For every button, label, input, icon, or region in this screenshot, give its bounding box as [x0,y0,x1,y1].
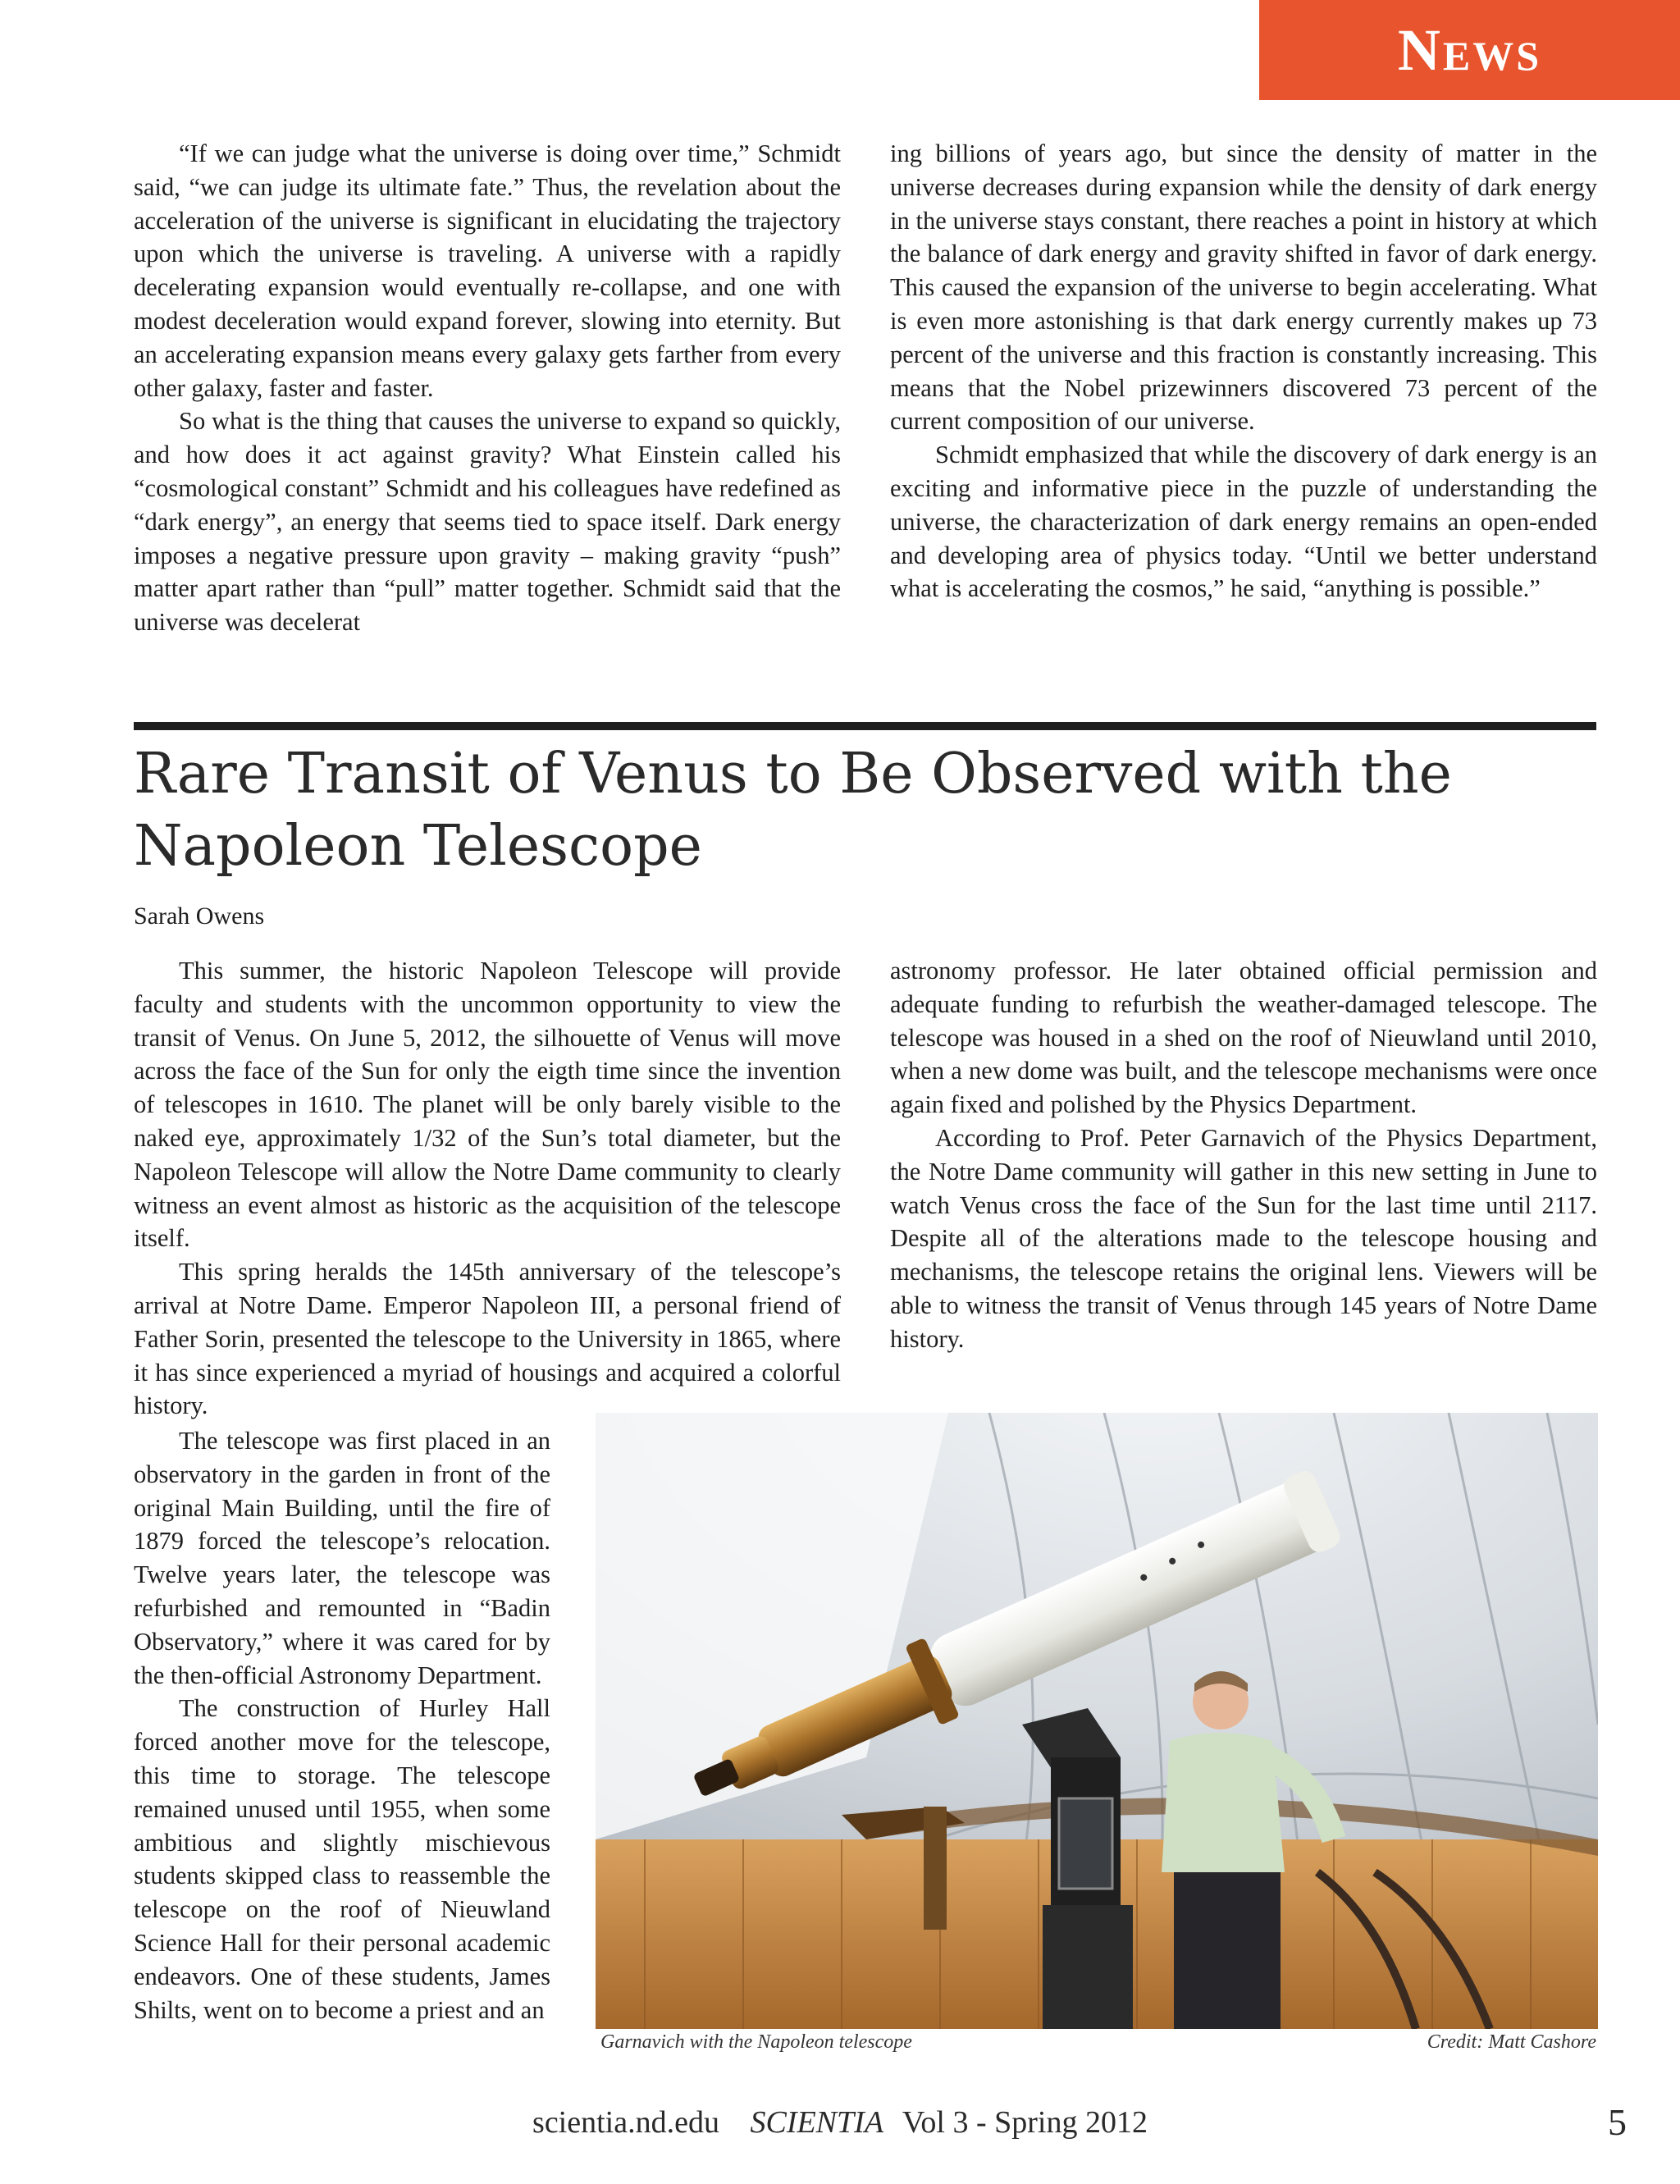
paragraph: According to Prof. Peter Garnavich of the Physics Department, the Notre Dame community will gather in this new setting in June to watch Venus cross the face of the Sun for the last time until 2117. Despite all of the alterations made to the telescope housing and mechanisms, the telescope retains the original lens. Viewers will be able to witness the transit of Venus through 145 years of Notre Dame history. [890,1123,1597,1353]
article-byline: Sarah Owens [134,902,265,930]
paragraph: ing billions of years ago, but since the density of matter in the universe decreases during expansion while the density of dark energy in the universe stays constant, there reaches a point in history at which the balance of dark energy and gravity shifted in favor of dark energy. This caused the expansion of the universe to begin accelerating. What is even more astonishing is that dark energy currently makes up 73 percent of the universe and this fraction is constantly increasing. This means that the Nobel prizewinners discovered 73 percent of the current composition of our universe. [890,139,1597,436]
paragraph: astronomy professor. He later obtained official permission and adequate funding to refurbish the weather-damaged telescope. The telescope was housed in a shed on the roof of Nieuwland until 2010, when a new dome was built, and the telescope mechanisms were once again fixed and polished by the Physics Department. [890,957,1597,1119]
paragraph: This summer, the historic Napoleon Telescope will provide faculty and students with the uncommon opportunity to view the transit of Venus. On June 5, 2012, the silhouette of Venus will move across the face of the Sun for only the eigth time since the invention of telescopes in 1610. The planet will be only barely visible to the naked eye, approximately 1/32 of the Sun’s total diameter, but the Napoleon Telescope will allow the Notre Dame community to clearly witness an event almost as historic as the acquisition of the telescope itself. [134,957,841,1253]
paragraph: So what is the thing that causes the universe to expand so quickly, and how does it act against gravity? What Einstein called his “cosmological constant” Schmidt and his colleagues have redefined as “dark energy”, an energy that seems tied to space itself. Dark energy imposes a negative pressure upon gravity – making gravity “push” matter apart rather than “pull” matter together. Schmidt said that the universe was decelerat [134,407,841,637]
page-footer [0,2104,1680,2141]
photo-caption: Garnavich with the Napoleon telescope [600,2031,912,2053]
paragraph: This spring heralds the 145th anniversary of the telescope’s arrival at Notre Dame. Emperor Napoleon III, a personal friend of Father Sorin, presented the telescope to the University in 1865, where it has since experienced a myriad of housings and acquired a colorful history. [134,1258,841,1420]
footer-issue: Vol 3 - Spring 2012 [902,2105,1148,2140]
top-article-left-column [134,137,841,639]
article-narrow-column [134,1424,550,2026]
footer-magazine-title: SCIENTIA [750,2105,884,2140]
paragraph: The construction of Hurley Hall forced another move for the telescope, this time to storage. The telescope remained unused until 1955, when some ambitious and slightly mischievous students skipped class to reassemble the telescope on the roof of Nieuwland Science Hall for their personal academic endeavors. One of these students, James Shilts, went on to become a priest and an [134,1694,550,2024]
article-headline: Rare Transit of Venus to Be Observed with the Napoleon Telescope [134,742,1452,879]
paragraph: Schmidt emphasized that while the discovery of dark energy is an exciting and informative piece in the puzzle of understanding the universe, the characterization of dark energy remains an open-ended and developing area of physics today. “Until we better understand what is accelerating the cosmos,” he said, “anything is possible.” [890,441,1597,603]
article-left-column [134,954,841,1423]
photo-credit: Credit: Matt Cashore [1427,2031,1596,2053]
page-number: 5 [1608,2101,1627,2143]
top-article-right-column [890,137,1597,605]
footer-site-link[interactable]: scientia.nd.edu [532,2105,719,2140]
paragraph: “If we can judge what the universe is doing over time,” Schmidt said, “we can judge its ultimate fate.” Thus, the revelation about the acceleration of the universe is significant in elucidating the trajectory upon which the universe is traveling. A universe with a rapidly decelerating expansion would eventually re-collapse, and one with modest deceleration would expand forever, slowing into eternity. But an accelerating expansion means every galaxy gets farther from every other galaxy, faster and faster. [134,139,841,402]
section-tab-label: News [1397,17,1542,83]
telescope-photo [596,1413,1598,2029]
article-right-column [890,954,1597,1356]
section-tab [1259,0,1680,100]
paragraph: The telescope was first placed in an observatory in the garden in front of the original Main Building, until the fire of 1879 forced the telescope’s relocation. Twelve years later, the telescope was refurbished and remounted in “Badin Observatory,” where it was cared for by the then-official Astronomy Department. [134,1427,550,1689]
section-divider [134,722,1596,730]
